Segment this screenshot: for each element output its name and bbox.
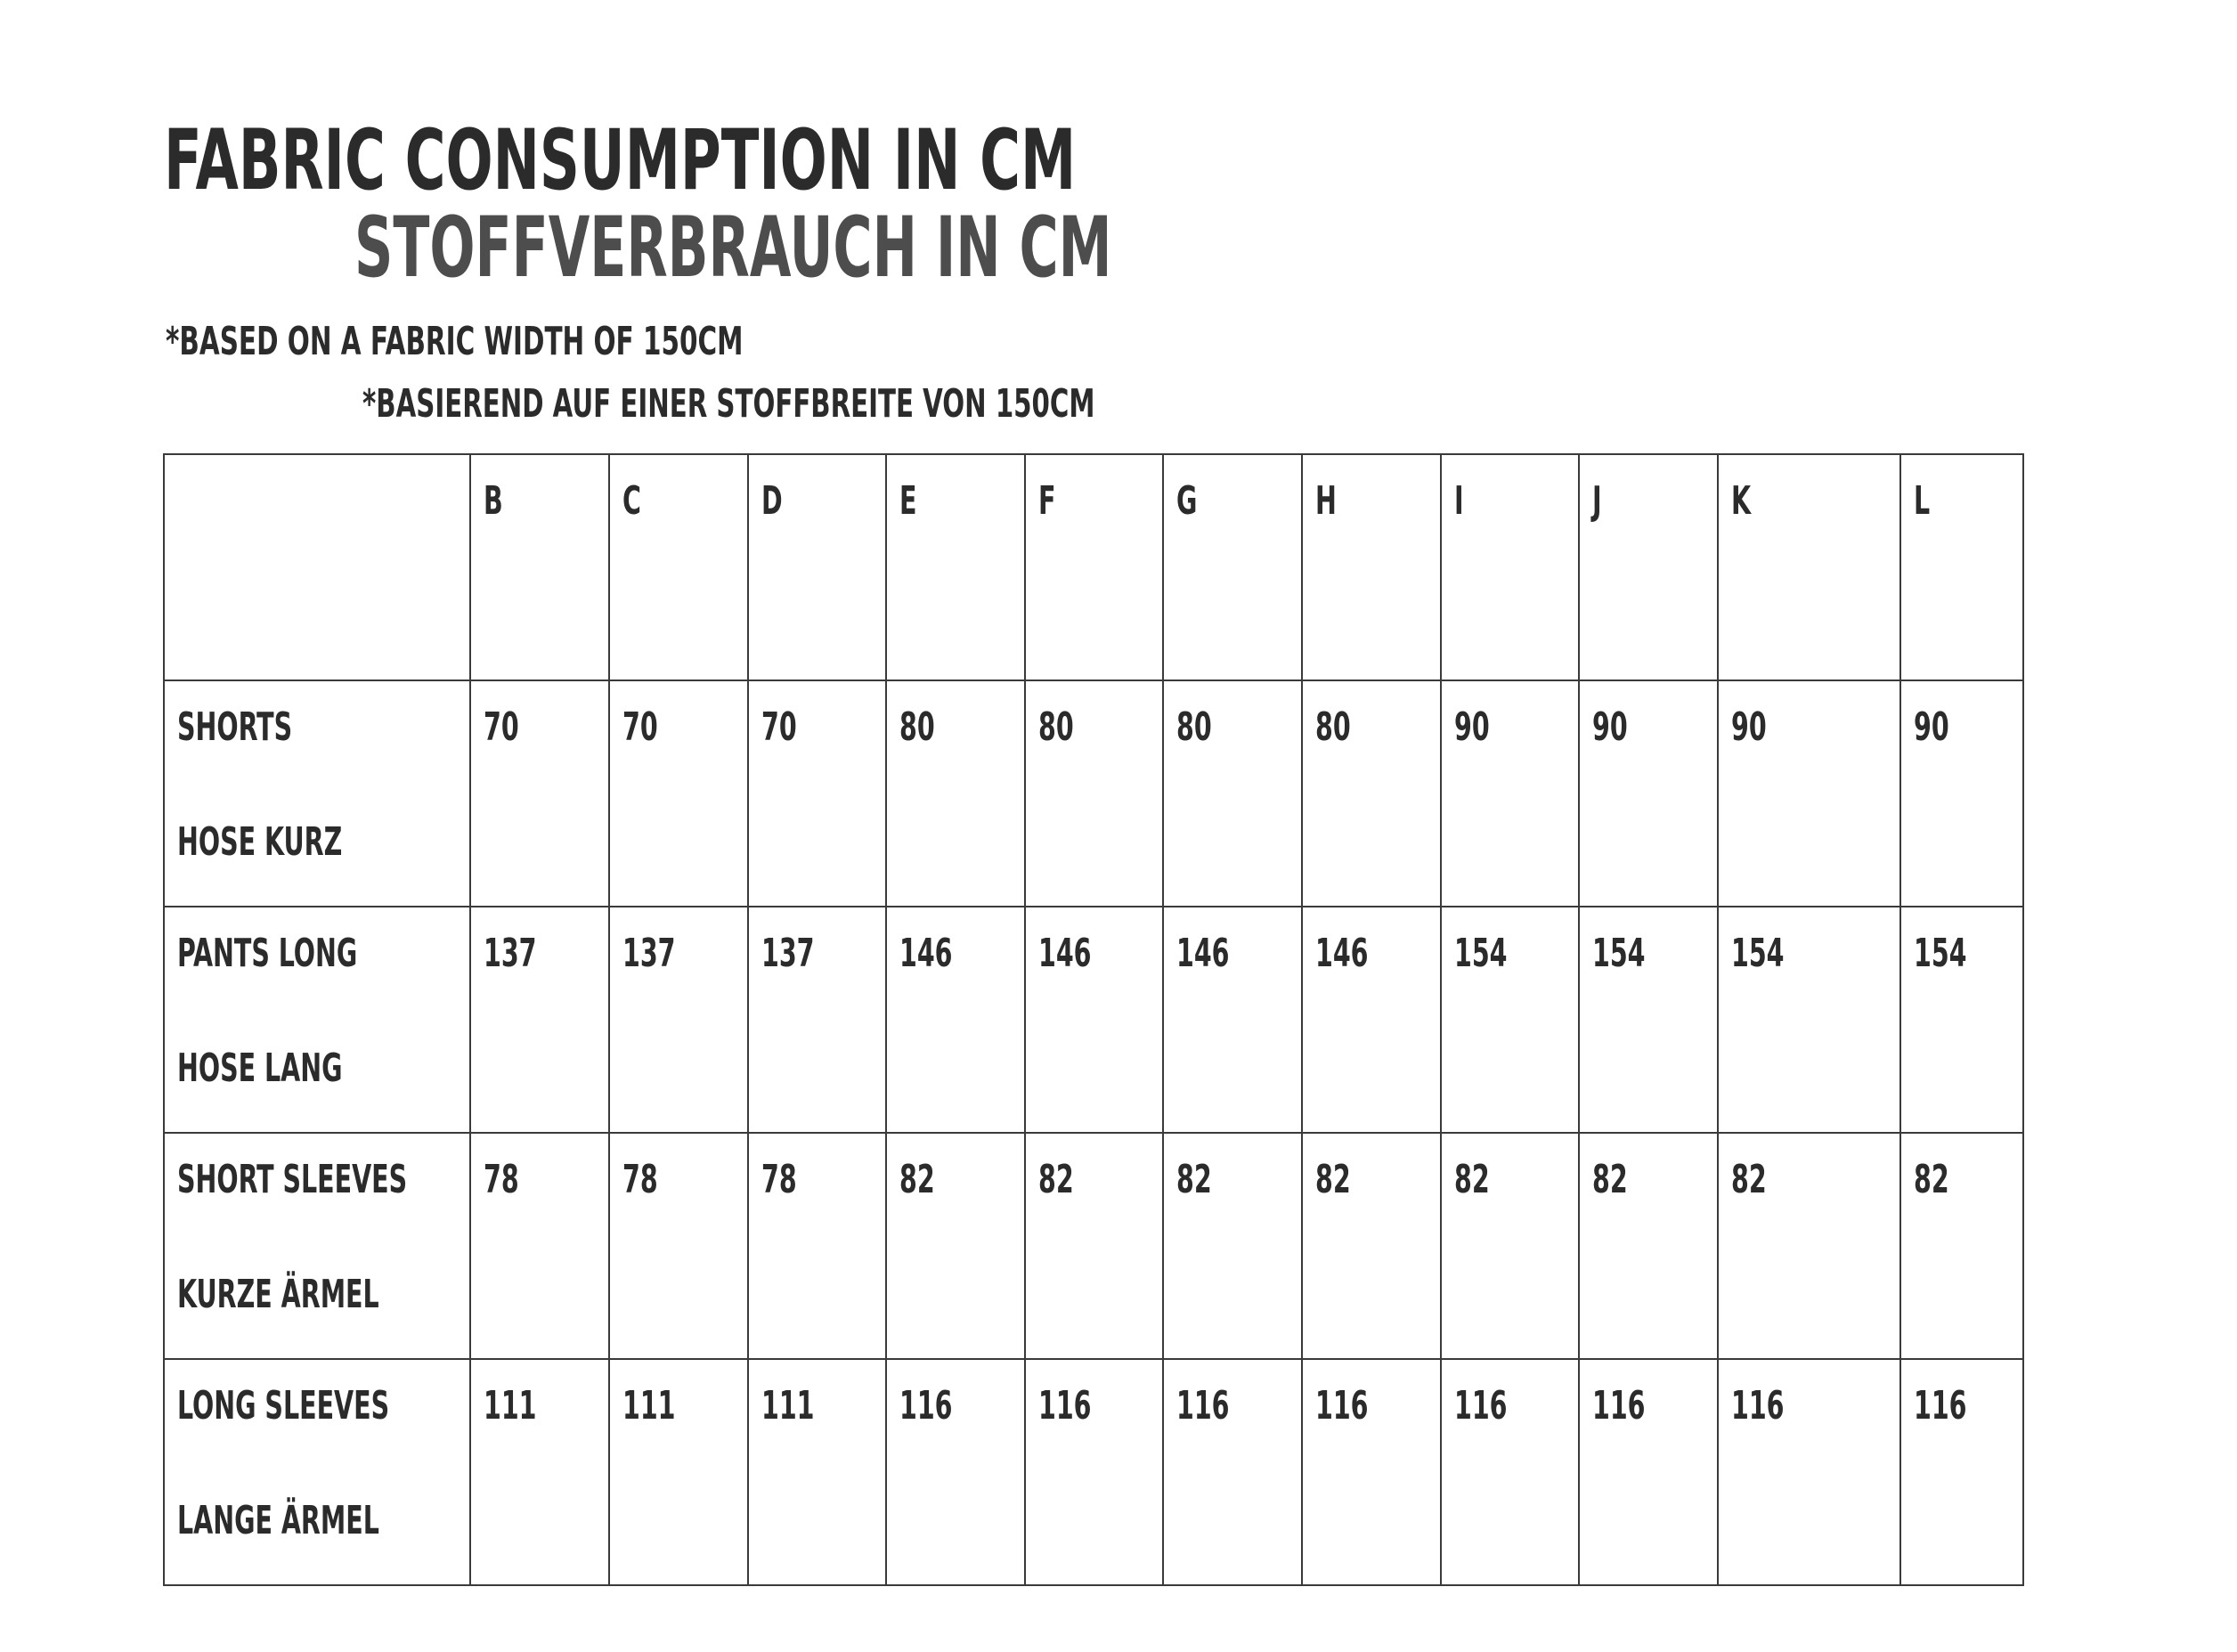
value-text: 90 <box>1592 704 1628 750</box>
value-text: 137 <box>761 931 815 976</box>
size-label: G <box>1176 478 1198 524</box>
value-text: 154 <box>1592 931 1646 976</box>
value-cell <box>1025 680 1163 907</box>
value-cell <box>1163 1133 1302 1359</box>
value-text: 154 <box>1914 931 1967 976</box>
page-title-english: FABRIC CONSUMPTION IN CM <box>164 112 1077 209</box>
value-text: 82 <box>1454 1157 1490 1202</box>
size-label: D <box>761 478 783 524</box>
size-header-row <box>164 454 2023 680</box>
size-header-cell <box>470 454 609 680</box>
value-cell <box>748 680 886 907</box>
value-text: 137 <box>622 931 676 976</box>
value-cell <box>1718 1359 1900 1585</box>
value-text: 80 <box>899 704 935 750</box>
value-text: 111 <box>761 1383 815 1428</box>
value-text: 78 <box>484 1157 519 1202</box>
size-header-cell <box>1025 454 1163 680</box>
value-cell <box>470 1133 609 1359</box>
value-text: 78 <box>622 1157 658 1202</box>
size-label: B <box>484 478 503 524</box>
value-text: 146 <box>1038 931 1092 976</box>
value-cell <box>1900 680 2023 907</box>
size-header-cell <box>1900 454 2023 680</box>
value-text: 90 <box>1731 704 1767 750</box>
value-text: 154 <box>1454 931 1508 976</box>
value-cell <box>470 680 609 907</box>
value-text: 78 <box>761 1157 797 1202</box>
value-cell <box>1579 1133 1718 1359</box>
row-label-english: SHORT SLEEVES <box>177 1157 408 1202</box>
value-text: 146 <box>1315 931 1369 976</box>
value-cell <box>1302 1133 1441 1359</box>
row-label-english: PANTS LONG <box>177 931 358 976</box>
size-header-cell <box>609 454 748 680</box>
value-cell <box>1025 907 1163 1133</box>
value-cell <box>886 907 1025 1133</box>
value-text: 116 <box>1038 1383 1092 1428</box>
size-label: E <box>899 478 917 524</box>
value-cell <box>609 1133 748 1359</box>
value-text: 90 <box>1454 704 1490 750</box>
value-text: 116 <box>1176 1383 1230 1428</box>
value-cell <box>1441 1133 1579 1359</box>
table-row-short-sleeves <box>164 1133 2023 1359</box>
value-text: 82 <box>1315 1157 1351 1202</box>
value-cell <box>1579 907 1718 1133</box>
value-cell <box>609 907 748 1133</box>
value-text: 80 <box>1315 704 1351 750</box>
value-cell <box>1302 907 1441 1133</box>
value-text: 116 <box>1454 1383 1508 1428</box>
row-label-cell <box>164 1133 470 1359</box>
value-cell <box>1900 1133 2023 1359</box>
value-cell <box>1718 1133 1900 1359</box>
value-text: 82 <box>1038 1157 1074 1202</box>
value-text: 82 <box>1731 1157 1767 1202</box>
size-header-cell <box>748 454 886 680</box>
size-header-cell <box>1441 454 1579 680</box>
size-label: J <box>1592 478 1602 524</box>
value-text: 116 <box>1731 1383 1785 1428</box>
row-label-german: HOSE KURZ <box>177 819 343 865</box>
value-text: 116 <box>1592 1383 1646 1428</box>
value-text: 82 <box>1914 1157 1949 1202</box>
size-label: L <box>1914 478 1931 524</box>
value-cell <box>1579 1359 1718 1585</box>
value-cell <box>886 1359 1025 1585</box>
value-cell <box>1302 680 1441 907</box>
value-text: 80 <box>1038 704 1074 750</box>
value-text: 70 <box>484 704 519 750</box>
size-label: I <box>1454 478 1464 524</box>
value-cell <box>1441 907 1579 1133</box>
size-header-cell <box>1163 454 1302 680</box>
value-cell <box>886 1133 1025 1359</box>
value-cell <box>470 907 609 1133</box>
row-label-german: LANGE ÄRMEL <box>177 1498 379 1543</box>
value-text: 82 <box>1176 1157 1212 1202</box>
value-text: 90 <box>1914 704 1949 750</box>
row-label-english: SHORTS <box>177 704 293 750</box>
fabric-consumption-table <box>163 453 2024 1586</box>
row-label-cell <box>164 680 470 907</box>
value-cell <box>1718 680 1900 907</box>
value-cell <box>1441 1359 1579 1585</box>
size-header-cell <box>1302 454 1441 680</box>
value-cell <box>886 680 1025 907</box>
size-label: K <box>1731 478 1752 524</box>
corner-cell <box>164 454 470 680</box>
value-text: 80 <box>1176 704 1212 750</box>
row-label-cell <box>164 907 470 1133</box>
row-label-english: LONG SLEEVES <box>177 1383 390 1428</box>
size-header-cell <box>1718 454 1900 680</box>
value-text: 146 <box>899 931 953 976</box>
value-text: 116 <box>899 1383 953 1428</box>
value-text: 82 <box>1592 1157 1628 1202</box>
page-title-german: STOFFVERBRAUCH IN CM <box>354 199 1112 297</box>
value-cell <box>1163 680 1302 907</box>
value-text: 111 <box>622 1383 676 1428</box>
value-cell <box>1718 907 1900 1133</box>
value-cell <box>1163 1359 1302 1585</box>
row-label-german: KURZE ÄRMEL <box>177 1272 379 1317</box>
value-text: 116 <box>1914 1383 1967 1428</box>
value-text: 154 <box>1731 931 1785 976</box>
value-cell <box>1025 1359 1163 1585</box>
table-row-pants-long <box>164 907 2023 1133</box>
value-cell <box>1441 680 1579 907</box>
size-label: F <box>1038 478 1056 524</box>
value-text: 137 <box>484 931 537 976</box>
value-cell <box>748 1359 886 1585</box>
value-cell <box>1579 680 1718 907</box>
row-label-german: HOSE LANG <box>177 1046 343 1091</box>
value-cell <box>470 1359 609 1585</box>
value-cell <box>1900 907 2023 1133</box>
fabric-width-note-english: *BASED ON A FABRIC WIDTH OF 150CM <box>166 319 744 364</box>
value-cell <box>1900 1359 2023 1585</box>
size-header-cell <box>1579 454 1718 680</box>
size-header-cell <box>886 454 1025 680</box>
value-cell <box>1302 1359 1441 1585</box>
row-label-cell <box>164 1359 470 1585</box>
fabric-width-note-german: *BASIEREND AUF EINER STOFFBREITE VON 150CM <box>362 381 1095 427</box>
value-text: 82 <box>899 1157 935 1202</box>
value-text: 70 <box>622 704 658 750</box>
value-cell <box>609 1359 748 1585</box>
value-text: 70 <box>761 704 797 750</box>
value-cell <box>748 1133 886 1359</box>
value-text: 111 <box>484 1383 537 1428</box>
table-row-shorts <box>164 680 2023 907</box>
value-cell <box>748 907 886 1133</box>
table-row-long-sleeves <box>164 1359 2023 1585</box>
value-text: 116 <box>1315 1383 1369 1428</box>
value-text: 146 <box>1176 931 1230 976</box>
value-cell <box>609 680 748 907</box>
size-label: H <box>1315 478 1337 524</box>
value-cell <box>1163 907 1302 1133</box>
size-label: C <box>622 478 641 524</box>
value-cell <box>1025 1133 1163 1359</box>
